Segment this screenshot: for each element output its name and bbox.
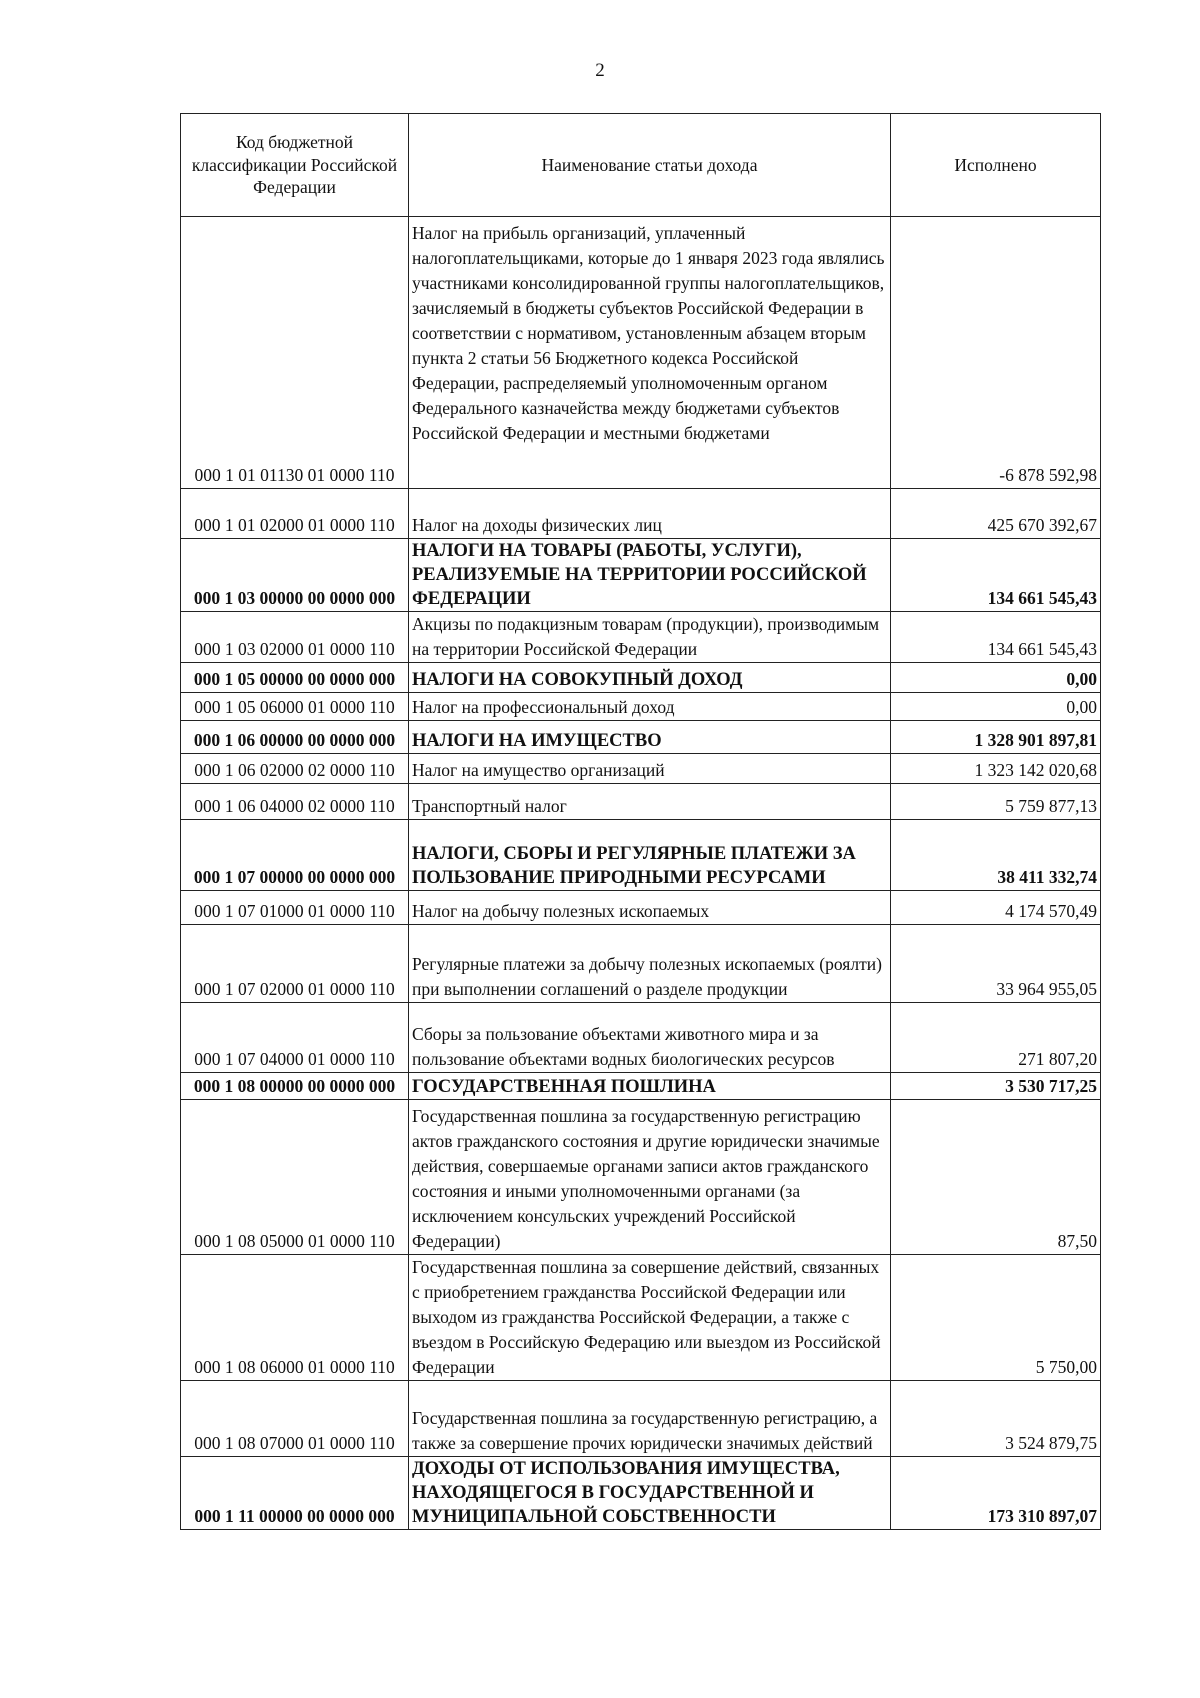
row-name: Государственная пошлина за совершение действий, связанных с приобретением гражданства Российской Федерации или выходом из гражданства Российской Федерации, а также с въездом в Российскую Федерацию или выездом из Российской Федерации xyxy=(409,1255,891,1381)
row-code: 000 1 08 05000 01 0000 110 xyxy=(181,1100,409,1255)
row-amount: 1 323 142 020,68 xyxy=(891,754,1101,784)
page-number: 2 xyxy=(595,60,605,81)
row-code: 000 1 07 04000 01 0000 110 xyxy=(181,1003,409,1073)
row-name: Налог на прибыль организаций, уплаченный налогоплательщиками, которые до 1 января 2023 года являлись участниками консолидированной группы налогоплательщиков, зачисляемый в бюджеты субъектов Российской Федерации в соответствии с нормативом, установленным абзацем вторым пункта 2 статьи 56 Бюджетного кодекса Российской Федерации, распределяемый уполномоченным органом Федерального казначейства между бюджетами субъектов Российской Федерации и местными бюджетами xyxy=(409,217,891,489)
section-row xyxy=(181,721,1101,754)
table-header-row xyxy=(181,114,1101,217)
table-row xyxy=(181,754,1101,784)
row-amount: 5 750,00 xyxy=(891,1255,1101,1381)
row-name: Регулярные платежи за добычу полезных ископаемых (роялти) при выполнении соглашений о разделе продукции xyxy=(409,925,891,1003)
row-name: Налог на имущество организаций xyxy=(409,754,891,784)
row-amount: 3 524 879,75 xyxy=(891,1381,1101,1457)
row-name: Государственная пошлина за государственную регистрацию актов гражданского состояния и другие юридически значимые действия, совершаемые органами записи актов гражданского состояния и иными уполномоченными органами (за исключением консульских учреждений Российской Федерации) xyxy=(409,1100,891,1255)
table-row xyxy=(181,891,1101,925)
row-code: 000 1 06 00000 00 0000 000 xyxy=(181,721,409,754)
row-name: НАЛОГИ НА СОВОКУПНЫЙ ДОХОД xyxy=(409,663,891,693)
table-row xyxy=(181,1255,1101,1381)
row-amount: 0,00 xyxy=(891,663,1101,693)
row-amount: 134 661 545,43 xyxy=(891,539,1101,612)
row-name: Налог на добычу полезных ископаемых xyxy=(409,891,891,925)
table-row xyxy=(181,1003,1101,1073)
row-code: 000 1 03 00000 00 0000 000 xyxy=(181,539,409,612)
section-row xyxy=(181,1457,1101,1530)
row-amount: -6 878 592,98 xyxy=(891,217,1101,489)
row-amount: 87,50 xyxy=(891,1100,1101,1255)
row-amount: 3 530 717,25 xyxy=(891,1073,1101,1100)
row-name: Налог на профессиональный доход xyxy=(409,693,891,721)
row-code: 000 1 08 07000 01 0000 110 xyxy=(181,1381,409,1457)
table-row xyxy=(181,612,1101,663)
row-amount: 38 411 332,74 xyxy=(891,820,1101,891)
row-name: Государственная пошлина за государственную регистрацию, а также за совершение прочих юридически значимых действий xyxy=(409,1381,891,1457)
row-amount: 1 328 901 897,81 xyxy=(891,721,1101,754)
header-code: Код бюджетной классификации Российской Федерации xyxy=(181,114,409,217)
row-code: 000 1 07 01000 01 0000 110 xyxy=(181,891,409,925)
row-code: 000 1 07 00000 00 0000 000 xyxy=(181,820,409,891)
row-amount: 0,00 xyxy=(891,693,1101,721)
table-row xyxy=(181,925,1101,1003)
row-code: 000 1 05 06000 01 0000 110 xyxy=(181,693,409,721)
row-code: 000 1 03 02000 01 0000 110 xyxy=(181,612,409,663)
row-amount: 425 670 392,67 xyxy=(891,489,1101,539)
table-row xyxy=(181,693,1101,721)
table-row xyxy=(181,489,1101,539)
section-row xyxy=(181,820,1101,891)
section-row xyxy=(181,663,1101,693)
row-name: Налог на доходы физических лиц xyxy=(409,489,891,539)
row-code: 000 1 11 00000 00 0000 000 xyxy=(181,1457,409,1530)
header-name: Наименование статьи дохода xyxy=(409,114,891,217)
table-row xyxy=(181,784,1101,820)
table-row xyxy=(181,217,1101,489)
row-name: Акцизы по подакцизным товарам (продукции), производимым на территории Российской Федерации xyxy=(409,612,891,663)
row-code: 000 1 07 02000 01 0000 110 xyxy=(181,925,409,1003)
row-amount: 134 661 545,43 xyxy=(891,612,1101,663)
revenue-table xyxy=(180,113,1101,1530)
table-row xyxy=(181,1381,1101,1457)
row-code: 000 1 08 06000 01 0000 110 xyxy=(181,1255,409,1381)
row-code: 000 1 01 02000 01 0000 110 xyxy=(181,489,409,539)
row-name: Транспортный налог xyxy=(409,784,891,820)
header-amount: Исполнено xyxy=(891,114,1101,217)
table-row xyxy=(181,1100,1101,1255)
row-name: НАЛОГИ НА ИМУЩЕСТВО xyxy=(409,721,891,754)
row-amount: 4 174 570,49 xyxy=(891,891,1101,925)
section-row xyxy=(181,539,1101,612)
row-code: 000 1 06 04000 02 0000 110 xyxy=(181,784,409,820)
row-amount: 271 807,20 xyxy=(891,1003,1101,1073)
row-amount: 173 310 897,07 xyxy=(891,1457,1101,1530)
row-name: НАЛОГИ НА ТОВАРЫ (РАБОТЫ, УСЛУГИ), РЕАЛИЗУЕМЫЕ НА ТЕРРИТОРИИ РОССИЙСКОЙ ФЕДЕРАЦИИ xyxy=(409,539,891,612)
row-code: 000 1 06 02000 02 0000 110 xyxy=(181,754,409,784)
row-name: НАЛОГИ, СБОРЫ И РЕГУЛЯРНЫЕ ПЛАТЕЖИ ЗА ПОЛЬЗОВАНИЕ ПРИРОДНЫМИ РЕСУРСАМИ xyxy=(409,820,891,891)
row-amount: 33 964 955,05 xyxy=(891,925,1101,1003)
row-name: ГОСУДАРСТВЕННАЯ ПОШЛИНА xyxy=(409,1073,891,1100)
row-name: Сборы за пользование объектами животного мира и за пользование объектами водных биологических ресурсов xyxy=(409,1003,891,1073)
row-code: 000 1 08 00000 00 0000 000 xyxy=(181,1073,409,1100)
row-name: ДОХОДЫ ОТ ИСПОЛЬЗОВАНИЯ ИМУЩЕСТВА, НАХОДЯЩЕГОСЯ В ГОСУДАРСТВЕННОЙ И МУНИЦИПАЛЬНОЙ СОБСТВЕННОСТИ xyxy=(409,1457,891,1530)
row-amount: 5 759 877,13 xyxy=(891,784,1101,820)
row-code: 000 1 05 00000 00 0000 000 xyxy=(181,663,409,693)
row-code: 000 1 01 01130 01 0000 110 xyxy=(181,217,409,489)
section-row xyxy=(181,1073,1101,1100)
